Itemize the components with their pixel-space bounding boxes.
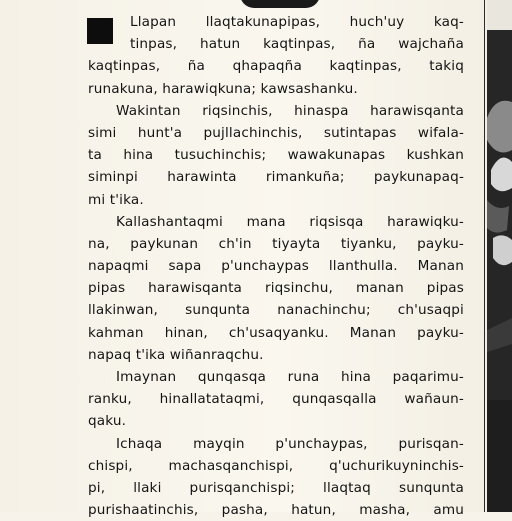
text-line: Wakintan riqsinchis, hinaspa harawisqanta — [116, 102, 464, 119]
text-line: chispi, machasqanchispi, q'uchurikuyninchis- — [88, 457, 464, 474]
text-line: pi, llaki purisqanchispi; llaqtaq sunqunta — [88, 479, 464, 496]
text-line: napaqmi sapa p'unchaypas llanthulla. Manan — [88, 258, 464, 275]
text-line: purishaatinchis, pasha, hatun, masha, amu — [88, 502, 464, 519]
text-line: Llapan llaqtakunapipas, huch'uy kaq- — [130, 14, 464, 30]
paragraph-1 — [88, 11, 464, 100]
photo-edge — [487, 0, 512, 512]
ink-blot — [240, 0, 320, 8]
paragraph-3 — [88, 211, 464, 366]
text-line: qaku. — [88, 413, 127, 430]
text-line: napaq t'ika wiñanraqchu. — [88, 346, 264, 363]
text-line: na, paykunan ch'in tiyayta tiyanku, payku- — [88, 235, 464, 252]
text-line: tinpas, hatun kaqtinpas, ña wajchaña — [130, 36, 464, 53]
article-body — [88, 11, 464, 521]
text-line: ta hina tusuchinchis; wawakunapas kushkan — [88, 147, 464, 164]
text-line: Imaynan qunqasqa runa hina paqarimu- — [116, 369, 464, 385]
text-line: simi hunt'a pujllachinchis, sutintapas wifala- — [88, 124, 464, 141]
text-line: pipas harawisqanta riqsinchu, manan pipas — [88, 280, 464, 297]
paragraph-2 — [88, 100, 464, 211]
text-line: Ichaqa mayqin p'unchaypas, purisqan- — [116, 435, 464, 452]
text-line: kaqtinpas, ña qhapaqña kaqtinpas, takiq — [88, 58, 464, 75]
text-line: mi t'ika. — [88, 191, 144, 208]
column-rule — [484, 0, 485, 512]
paragraph-4 — [88, 366, 464, 433]
paragraph-5 — [88, 433, 464, 521]
text-line: kahman hinan, ch'usaqyanku. Manan payku- — [88, 324, 464, 341]
text-line: ranku, hinallatataqmi, qunqasqalla wañaun- — [88, 391, 464, 408]
text-line: llakinwan, sunqunta nanachinchu; ch'usaqpi — [88, 302, 464, 319]
text-line: runakuna, harawiqkuna; kawsashanku. — [88, 80, 358, 97]
text-line: siminpi harawinta rimankuña; paykunapaq- — [88, 169, 464, 186]
photo-fragment — [487, 0, 512, 512]
text-line: Kallashantaqmi mana riqsisqa harawiqku- — [116, 213, 464, 230]
